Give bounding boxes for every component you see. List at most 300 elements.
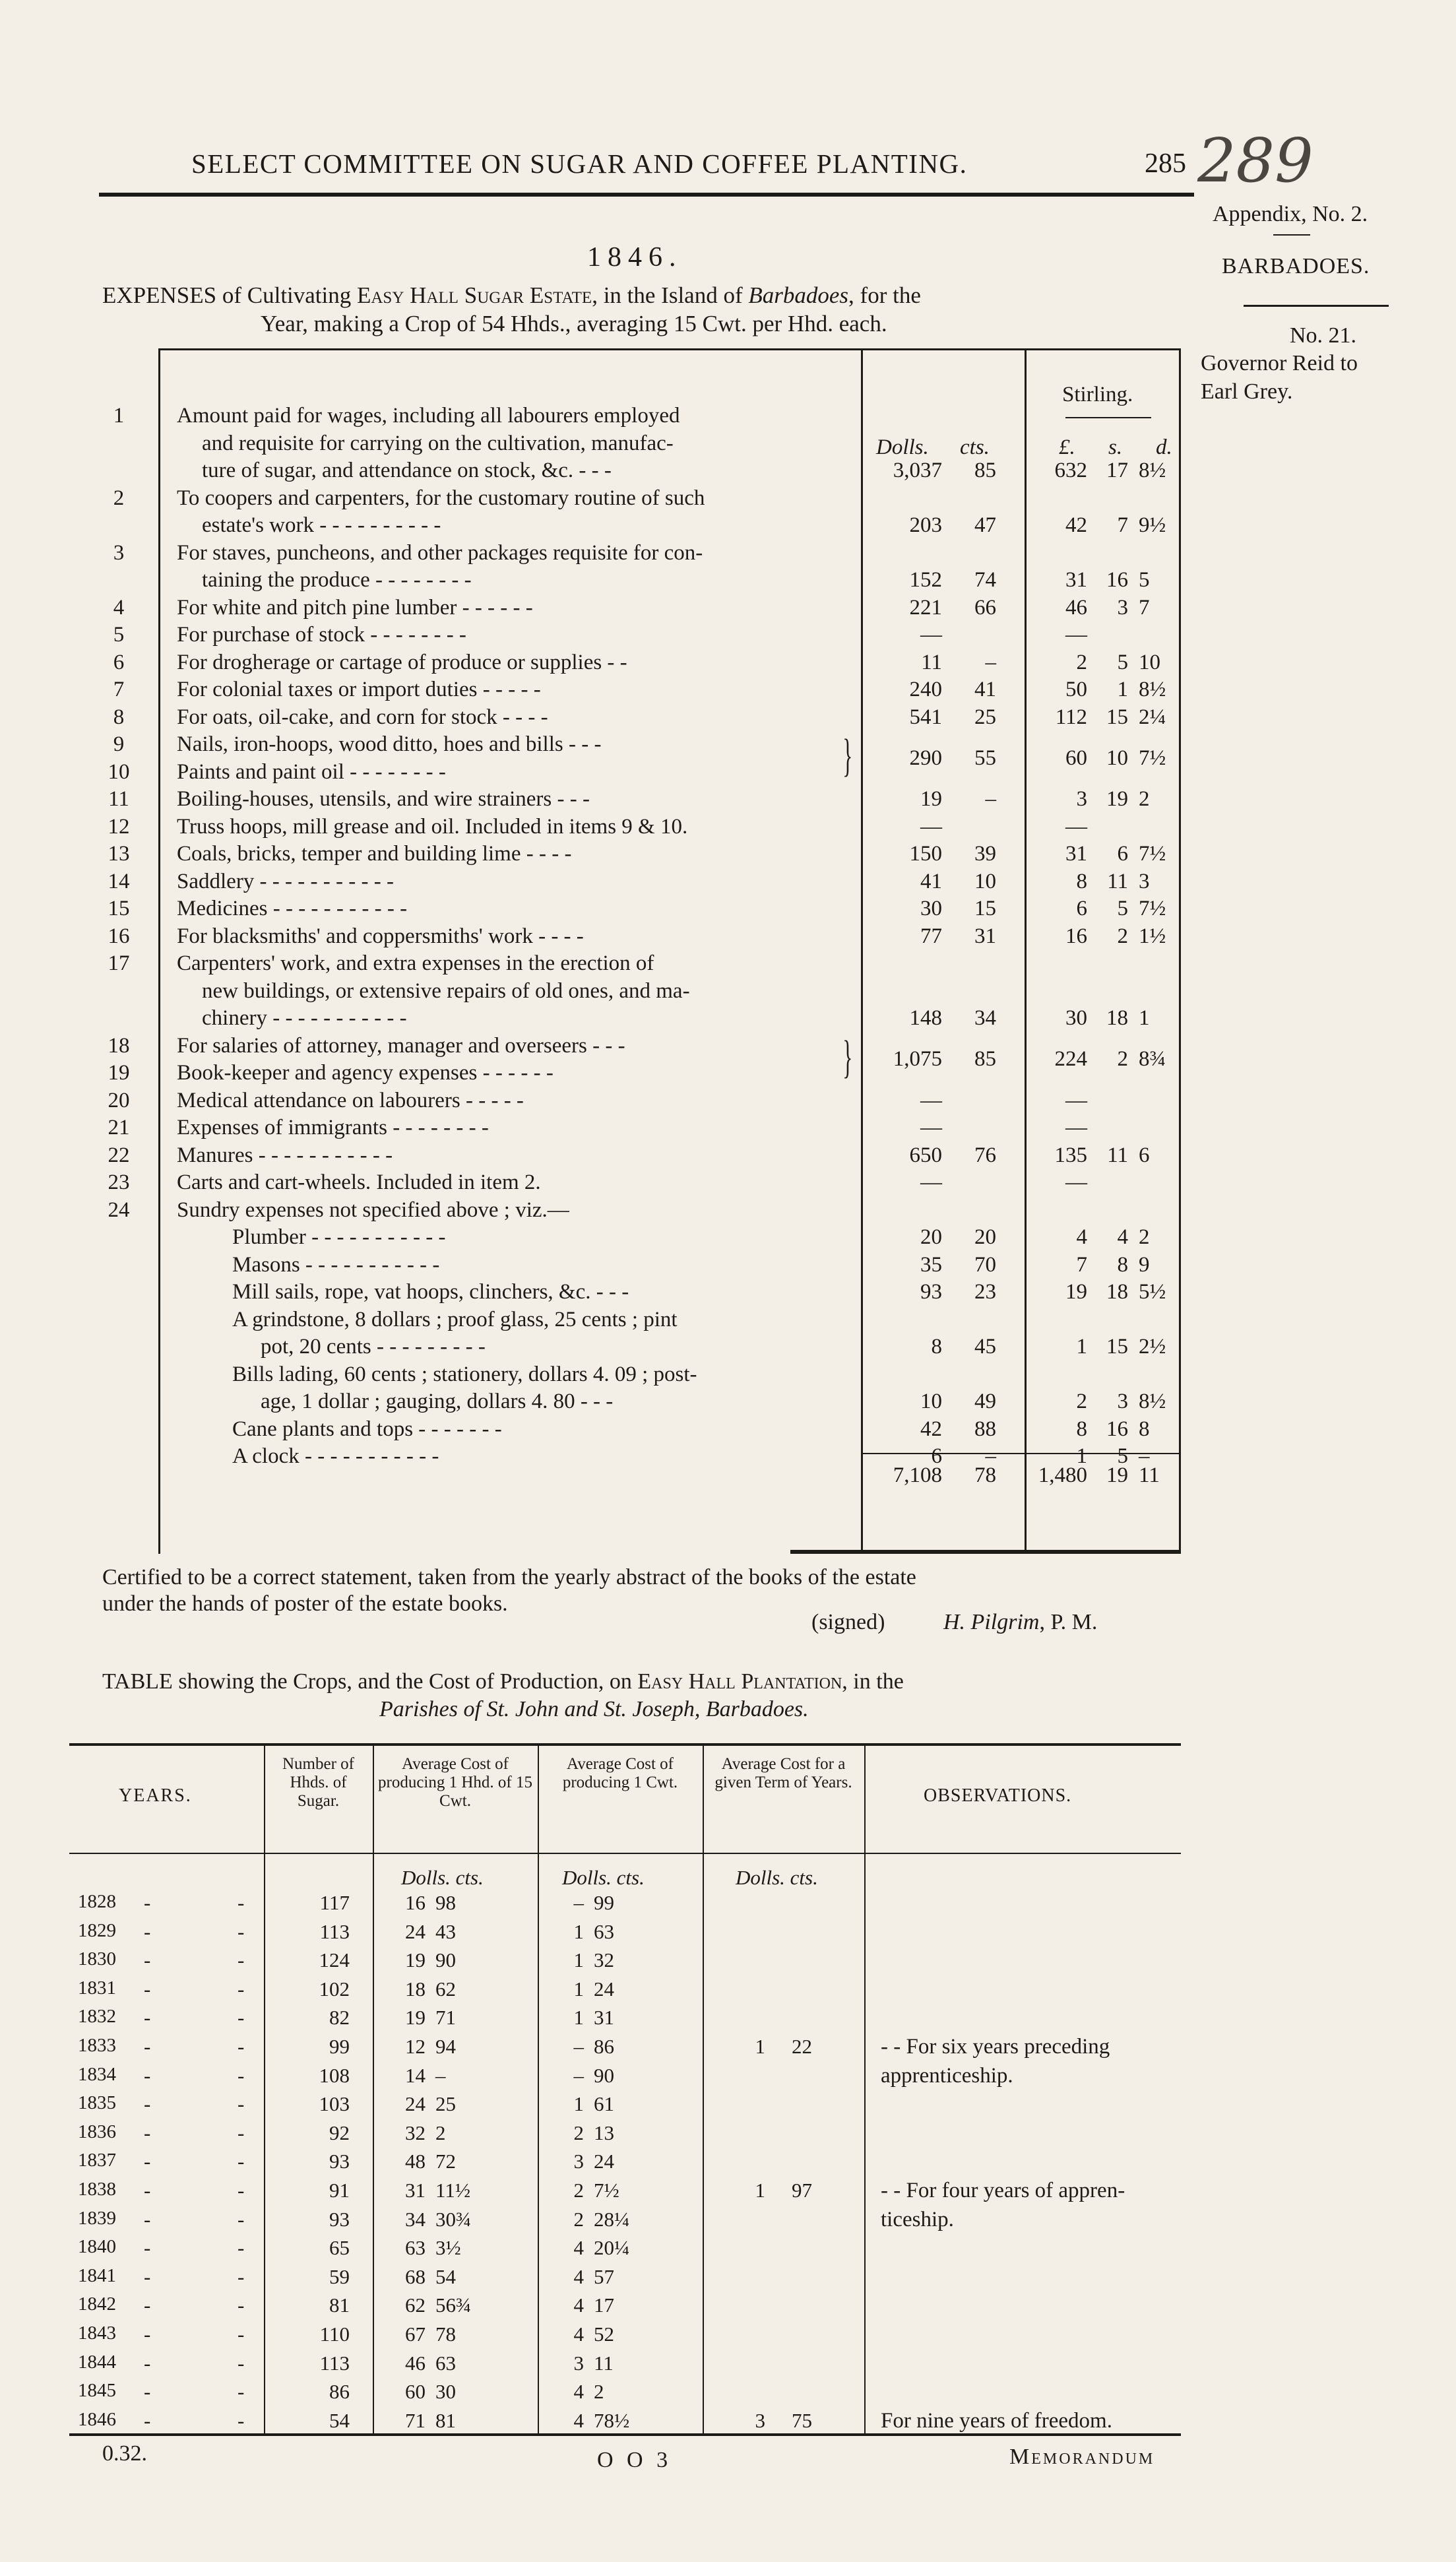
expense-item-13-cents: 39	[974, 842, 996, 866]
crop-row-hhd-dollars: 19	[405, 1948, 426, 1972]
sundry-item-0-shillings: 4	[1117, 1225, 1128, 1249]
footer-catchword: Memorandum	[1009, 2445, 1155, 2469]
crop-row-ditto-dash: -	[237, 2408, 245, 2432]
expense-item-number: 23	[108, 1170, 130, 1194]
handwritten-folio-number: 289	[1197, 125, 1314, 196]
expenses-right-rule	[1179, 348, 1181, 1554]
expense-item-number: 1	[113, 404, 125, 428]
expense-item-1-shillings: 17	[1106, 459, 1128, 482]
crop-row-cwt-cents: 78½	[594, 2408, 630, 2432]
expense-item-description: ture of sugar, and attendance on stock, &c. - - -	[202, 459, 612, 482]
crop-row-hhd-dollars: 71	[405, 2408, 426, 2432]
margin-appendix: Appendix, No. 2.	[1213, 202, 1368, 226]
crop-row-ditto-dash: -	[144, 1919, 151, 1943]
crop-row-year: 1835	[78, 2092, 116, 2114]
crop-row-ditto-dash: -	[144, 2264, 151, 2288]
crop-row-ditto-dash: -	[144, 2207, 151, 2231]
crop-row-ditto-dash: -	[144, 1948, 151, 1972]
expenses-title-text: of Cultivating	[216, 282, 357, 308]
crop-row-cwt-dollars: 1	[573, 2092, 584, 2116]
expense-item-3-pounds: 31	[1065, 568, 1087, 592]
expense-item-description: For purchase of stock - - - - - - - -	[177, 623, 466, 647]
expense-item-number: 2	[113, 486, 125, 510]
crop-title-text: TABLE showing the Crops, and the Cost of Production, on	[102, 1669, 638, 1694]
expense-item-22-pence: 6	[1139, 1143, 1150, 1167]
expense-item-15-dollars: 30	[920, 897, 942, 920]
sundry-item-description: Bills lading, 60 cents ; stationery, dollars 4. 09 ; post-	[232, 1362, 697, 1386]
expense-item-22-cents: 76	[974, 1143, 996, 1167]
crop-row-year: 1844	[78, 2351, 116, 2373]
crop-unit-term: Dolls. cts.	[736, 1866, 818, 1889]
crop-header-observations: OBSERVATIONS.	[924, 1785, 1072, 1806]
expense-item-2-dollars: 203	[909, 513, 942, 537]
crop-row-cwt-dollars: 1	[573, 1948, 584, 1972]
expense-item-7-pounds: 50	[1065, 678, 1087, 701]
crop-row-ditto-dash: -	[144, 2236, 151, 2260]
expense-item-8-shillings: 15	[1106, 705, 1128, 729]
crop-row-cwt-dollars: 3	[573, 2351, 584, 2375]
expense-item-3-pence: 5	[1139, 568, 1150, 592]
expense-item-11-shillings: 19	[1106, 787, 1128, 811]
expense-item-number: 11	[108, 787, 129, 811]
expense-item-description: Amount paid for wages, including all labourers employed	[177, 404, 680, 428]
crop-row-hhds: 103	[319, 2092, 350, 2116]
expense-item-description: chinery - - - - - - - - - - -	[202, 1006, 407, 1030]
stirling-underline	[1065, 417, 1151, 418]
sundry-item-description: Masons - - - - - - - - - - -	[232, 1252, 440, 1277]
crop-row-year: 1839	[78, 2207, 116, 2229]
expense-item-number: 7	[113, 678, 125, 701]
crop-row-hhds: 102	[319, 1977, 350, 2001]
expense-item-number: 8	[113, 705, 125, 729]
sundry-item-6-pounds: 1	[1076, 1444, 1087, 1468]
expense-item-number: 16	[108, 924, 130, 948]
crop-row-cwt-cents: 61	[594, 2092, 614, 2116]
expense-item-6-pence: 10	[1139, 650, 1160, 674]
expense-item-1-dollars: 3,037	[893, 459, 942, 482]
crop-row-hhds: 54	[329, 2408, 350, 2432]
crop-title-plantation: Easy Hall Plantation	[637, 1669, 842, 1694]
unit-pounds: £.	[1059, 435, 1075, 459]
crop-row-cwt-dollars: 2	[573, 2121, 584, 2144]
crop-row-ditto-dash: -	[144, 2006, 151, 2030]
crop-row-hhds: 81	[329, 2293, 350, 2317]
sundry-item-description: Plumber - - - - - - - - - - -	[232, 1225, 446, 1249]
crop-row-cwt-dollars: 4	[573, 2380, 584, 2404]
crop-row-hhd-dollars: 24	[405, 2092, 426, 2116]
expense-item-13-shillings: 6	[1117, 842, 1128, 866]
crop-column-rule-3	[703, 1743, 704, 2433]
sundry-item-6-cents: –	[985, 1444, 996, 1468]
crop-row-hhds: 65	[329, 2236, 350, 2260]
sundry-item-2-pounds: 19	[1065, 1280, 1087, 1304]
crop-top-rule	[69, 1743, 1181, 1746]
expense-item-number: 17	[108, 951, 130, 975]
crop-row-cwt-cents: 24	[594, 2150, 614, 2173]
crop-row-hhd-cents: 90	[435, 1948, 456, 1972]
crop-row-ditto-dash: -	[237, 2179, 245, 2202]
crop-row-ditto-dash: -	[237, 2150, 245, 2173]
crop-row-hhd-dollars: 16	[405, 1891, 426, 1914]
expense-item-2-pounds: 42	[1065, 513, 1087, 537]
expense-item-19-pence: 8¾	[1139, 1047, 1166, 1072]
crop-row-hhd-dollars: 62	[405, 2293, 426, 2317]
crop-row-hhd-cents: 11½	[435, 2179, 471, 2202]
crop-row-year: 1832	[78, 2006, 116, 2028]
expense-item-19-pounds: 224	[1054, 1047, 1087, 1072]
expense-item-4-pounds: 46	[1065, 595, 1087, 620]
expense-item-7-shillings: 1	[1117, 678, 1128, 701]
expenses-total-pounds: 1,480	[1038, 1463, 1087, 1487]
expense-item-17-dollars: 148	[909, 1006, 942, 1030]
expense-item-description: For staves, puncheons, and other packages requisite for con-	[177, 540, 703, 565]
crop-row-cwt-dollars: 3	[573, 2150, 584, 2173]
expense-item-description: For drogherage or cartage of produce or supplies - -	[177, 650, 627, 674]
expense-item-16-pounds: 16	[1065, 924, 1087, 948]
expense-item-10-cents: 55	[974, 746, 996, 770]
expense-item-14-dollars: 41	[920, 869, 942, 893]
brace-mark: }	[842, 730, 853, 781]
crop-row-ditto-dash: -	[237, 1891, 245, 1914]
crop-column-rule-4	[864, 1743, 866, 2433]
crop-row-hhd-dollars: 19	[405, 2006, 426, 2030]
expense-item-10-shillings: 10	[1106, 746, 1128, 770]
expense-item-number: 15	[108, 897, 130, 920]
crop-term-cents: 97	[792, 2179, 812, 2202]
crop-row-ditto-dash: -	[237, 2293, 245, 2317]
expense-item-description: Carts and cart-wheels. Included in item 2.	[177, 1170, 541, 1194]
sundry-item-0-dollars: 20	[920, 1225, 942, 1249]
sundry-item-description: pot, 20 cents - - - - - - - - -	[261, 1335, 486, 1359]
sundry-item-description: Cane plants and tops - - - - - - -	[232, 1417, 502, 1441]
signatory-name: H. Pilgrim	[943, 1610, 1040, 1634]
crop-row-hhds: 92	[329, 2121, 350, 2144]
expense-item-description: Paints and paint oil - - - - - - - -	[177, 759, 446, 784]
expense-item-11-pounds: 3	[1076, 787, 1087, 811]
crop-row-hhd-dollars: 24	[405, 1919, 426, 1943]
crop-row-cwt-cents: 20¼	[594, 2236, 630, 2260]
crop-table-title-line-2: Parishes of St. John and St. Joseph, Barbadoes.	[379, 1697, 809, 1721]
crop-row-hhds: 117	[319, 1891, 350, 1914]
expense-item-description: and requisite for carrying on the cultivation, manufac-	[202, 431, 674, 455]
crop-bottom-rule	[69, 2433, 1181, 2436]
expense-item-2-shillings: 7	[1117, 513, 1128, 537]
crop-row-cwt-cents: 86	[594, 2035, 614, 2058]
crop-row-year: 1840	[78, 2236, 116, 2258]
crop-table-title-line-1	[102, 1669, 904, 1694]
crop-term-dollars: 1	[755, 2179, 765, 2202]
expense-item-14-pounds: 8	[1076, 869, 1087, 893]
sundry-item-5-shillings: 16	[1106, 1417, 1128, 1441]
crop-row-ditto-dash: -	[144, 2063, 151, 2087]
crop-row-hhd-cents: 78	[435, 2322, 456, 2346]
crop-row-ditto-dash: -	[237, 2351, 245, 2375]
expense-item-description: Expenses of immigrants - - - - - - - -	[177, 1116, 489, 1139]
expense-item-15-shillings: 5	[1117, 897, 1128, 920]
crop-observation: - - For four years of appren-	[881, 2179, 1125, 2202]
crop-row-ditto-dash: -	[237, 2121, 245, 2144]
expense-item-description: estate's work - - - - - - - - - -	[202, 513, 441, 537]
margin-rule	[1244, 305, 1389, 307]
sundry-item-1-cents: 70	[974, 1252, 996, 1277]
crop-row-year: 1828	[78, 1891, 116, 1912]
expense-item-number: 4	[113, 595, 125, 620]
crop-row-ditto-dash: -	[237, 2380, 245, 2404]
crop-header-years: YEARS.	[119, 1785, 192, 1806]
crop-row-ditto-dash: -	[237, 2006, 245, 2030]
crop-row-ditto-dash: -	[237, 2322, 245, 2346]
signatory-title: , P. M.	[1039, 1610, 1098, 1634]
expense-item-20-dollars: —	[920, 1088, 942, 1112]
crop-row-cwt-dollars: 4	[573, 2408, 584, 2432]
expenses-total-dollars: 7,108	[893, 1463, 942, 1487]
crop-row-hhds: 59	[329, 2264, 350, 2288]
expense-item-2-cents: 47	[974, 513, 996, 537]
crop-row-hhd-cents: 94	[435, 2035, 456, 2058]
expense-item-15-cents: 15	[974, 897, 996, 920]
expense-item-6-pounds: 2	[1076, 650, 1087, 674]
sundry-item-2-cents: 23	[974, 1280, 996, 1304]
expense-item-number: 18	[108, 1033, 130, 1058]
crop-row-cwt-dollars: 4	[573, 2264, 584, 2288]
sundry-item-3-cents: 45	[974, 1335, 996, 1359]
expense-item-16-cents: 31	[974, 924, 996, 948]
crop-row-ditto-dash: -	[144, 2035, 151, 2058]
crop-row-hhds: 93	[329, 2150, 350, 2173]
expenses-bottom-rule	[790, 1550, 1180, 1554]
crop-row-year: 1836	[78, 2121, 116, 2142]
sundry-item-2-pence: 5½	[1139, 1280, 1166, 1304]
crop-row-hhd-cents: 54	[435, 2264, 456, 2288]
crop-row-hhd-cents: 62	[435, 1977, 456, 2001]
expense-item-number: 10	[108, 759, 130, 784]
expense-item-number: 5	[113, 623, 125, 647]
crop-row-hhd-cents: 30¾	[435, 2207, 472, 2231]
crop-row-hhd-cents: 56¾	[435, 2293, 472, 2317]
expense-item-1-pence: 8½	[1139, 459, 1166, 482]
sundry-item-3-pounds: 1	[1076, 1335, 1087, 1359]
expense-item-15-pounds: 6	[1076, 897, 1087, 920]
expense-item-14-pence: 3	[1139, 869, 1150, 893]
expense-item-23-pounds: —	[1065, 1170, 1087, 1194]
crop-row-hhd-dollars: 32	[405, 2121, 426, 2144]
crop-row-hhds: 110	[319, 2322, 350, 2346]
expense-item-17-cents: 34	[974, 1006, 996, 1030]
crop-row-hhd-cents: 43	[435, 1919, 456, 1943]
crop-row-cwt-dollars: 2	[573, 2207, 584, 2231]
crop-column-rule-2	[538, 1743, 539, 2433]
crop-row-cwt-cents: 17	[594, 2293, 614, 2317]
crop-row-hhd-cents: 63	[435, 2351, 456, 2375]
expense-item-8-pence: 2¼	[1139, 705, 1166, 729]
expense-item-11-cents: –	[985, 787, 996, 811]
sundry-item-3-dollars: 8	[931, 1335, 942, 1359]
crop-row-year: 1842	[78, 2293, 116, 2315]
crop-row-cwt-dollars: 2	[573, 2179, 584, 2202]
crop-row-cwt-dollars: –	[573, 2063, 584, 2087]
sundry-item-0-pounds: 4	[1076, 1225, 1087, 1249]
expense-item-22-shillings: 11	[1107, 1143, 1128, 1167]
margin-correspondence-1: Governor Reid to	[1201, 351, 1358, 375]
crop-header-hhds: Number of Hhds. of Sugar.	[282, 1755, 354, 1810]
crop-header-avg-hhd: Average Cost of producing 1 Hhd. of 15 Cwt.	[378, 1755, 532, 1810]
crop-row-year: 1834	[78, 2063, 116, 2085]
expense-item-2-pence: 9½	[1139, 513, 1166, 537]
crop-row-ditto-dash: -	[237, 2236, 245, 2260]
crop-row-year: 1837	[78, 2150, 116, 2171]
crop-row-hhd-cents: –	[435, 2063, 446, 2087]
crop-unit-cwt: Dolls. cts.	[562, 1866, 645, 1889]
sundry-item-1-dollars: 35	[920, 1252, 942, 1277]
crop-row-ditto-dash: -	[144, 2322, 151, 2346]
crop-row-hhd-dollars: 12	[405, 2035, 426, 2058]
sundry-item-1-shillings: 8	[1117, 1252, 1128, 1277]
expense-item-11-pence: 2	[1139, 787, 1150, 811]
certification-line-2: under the hands of poster of the estate books.	[102, 1591, 508, 1616]
expense-item-6-dollars: 11	[921, 650, 942, 674]
sundry-item-4-shillings: 3	[1117, 1390, 1128, 1413]
expense-item-10-pence: 7½	[1139, 746, 1166, 770]
crop-row-hhd-dollars: 18	[405, 1977, 426, 2001]
expense-item-description: Sundry expenses not specified above ; viz.—	[177, 1198, 569, 1222]
expense-item-number: 22	[108, 1143, 130, 1167]
expense-item-16-shillings: 2	[1117, 924, 1128, 948]
expenses-dollars-rule	[861, 348, 863, 1554]
crop-term-cents: 22	[792, 2035, 812, 2058]
expense-item-3-shillings: 16	[1106, 568, 1128, 592]
page-number: 285	[1145, 148, 1186, 179]
expenses-title-line-2: Year, making a Crop of 54 Hhds., averaging 15 Cwt. per Hhd. each.	[261, 311, 887, 336]
crop-row-ditto-dash: -	[237, 1977, 245, 2001]
crop-row-cwt-cents: 7½	[594, 2179, 619, 2202]
expense-item-description: Medicines - - - - - - - - - - -	[177, 897, 408, 920]
crop-row-hhds: 91	[329, 2179, 350, 2202]
sundry-item-description: A grindstone, 8 dollars ; proof glass, 25 cents ; pint	[232, 1307, 678, 1331]
sundry-item-5-cents: 88	[974, 1417, 996, 1441]
crop-row-hhds: 93	[329, 2207, 350, 2231]
crop-row-cwt-dollars: –	[573, 1891, 584, 1914]
sundry-item-6-shillings: 5	[1117, 1444, 1128, 1468]
expense-item-10-pounds: 60	[1065, 746, 1087, 770]
crop-row-cwt-cents: 13	[594, 2121, 614, 2144]
expense-item-description: Carpenters' work, and extra expenses in the erection of	[177, 951, 654, 975]
unit-shillings: s.	[1108, 435, 1123, 459]
certification-line-1: Certified to be a correct statement, taken from the yearly abstract of the books of the estate	[102, 1565, 916, 1589]
expense-item-22-pounds: 135	[1054, 1143, 1087, 1167]
expense-item-number: 21	[108, 1116, 130, 1139]
sundry-item-2-dollars: 93	[920, 1280, 942, 1304]
expenses-title-keyword: EXPENSES	[102, 282, 217, 308]
crop-row-cwt-cents: 11	[594, 2351, 614, 2375]
expenses-total-pence: 11	[1139, 1463, 1160, 1487]
expense-item-12-dollars: —	[920, 814, 942, 839]
sundry-item-4-pounds: 2	[1076, 1390, 1087, 1413]
expense-item-4-cents: 66	[974, 595, 996, 620]
expense-item-description: new buildings, or extensive repairs of old ones, and ma-	[202, 978, 690, 1003]
crop-row-hhds: 113	[319, 2351, 350, 2375]
crop-row-ditto-dash: -	[237, 2035, 245, 2058]
expenses-stirling-rule	[1025, 348, 1027, 1554]
crop-row-hhd-dollars: 63	[405, 2236, 426, 2260]
crop-column-rule-1	[373, 1743, 374, 2433]
expense-item-11-dollars: 19	[920, 787, 942, 811]
crop-row-hhds: 124	[319, 1948, 350, 1972]
crop-row-ditto-dash: -	[237, 1948, 245, 1972]
crop-row-cwt-cents: 31	[594, 2006, 614, 2030]
crop-observation: ticeship.	[881, 2207, 954, 2231]
crop-row-hhd-dollars: 68	[405, 2264, 426, 2288]
crop-row-cwt-dollars: 4	[573, 2322, 584, 2346]
brace-mark: }	[842, 1031, 853, 1083]
crop-row-ditto-dash: -	[237, 2264, 245, 2288]
expense-item-8-pounds: 112	[1055, 705, 1087, 729]
expense-item-14-shillings: 11	[1107, 869, 1128, 893]
crop-row-ditto-dash: -	[144, 2179, 151, 2202]
margin-correspondence-2: Earl Grey.	[1201, 379, 1293, 404]
expense-item-13-pounds: 31	[1065, 842, 1087, 866]
crop-header-avg-cwt: Average Cost of producing 1 Cwt.	[562, 1755, 678, 1791]
crop-row-ditto-dash: -	[237, 2207, 245, 2231]
expense-item-4-shillings: 3	[1117, 595, 1128, 620]
expenses-total-cents: 78	[974, 1463, 996, 1487]
expenses-total-shillings: 19	[1106, 1463, 1128, 1487]
crop-row-cwt-cents: 32	[594, 1948, 614, 1972]
crop-row-year: 1838	[78, 2179, 116, 2200]
sundry-item-1-pence: 9	[1139, 1252, 1150, 1277]
crop-row-ditto-dash: -	[144, 2092, 151, 2116]
expenses-title-island: Barbadoes	[748, 282, 849, 308]
expense-item-8-dollars: 541	[909, 705, 942, 729]
expense-item-17-pounds: 30	[1065, 1006, 1087, 1030]
expense-item-description: For salaries of attorney, manager and overseers - - -	[177, 1033, 625, 1058]
crop-row-ditto-dash: -	[237, 2063, 245, 2087]
expense-item-description: Manures - - - - - - - - - - -	[177, 1143, 393, 1167]
crop-row-year: 1829	[78, 1919, 116, 1941]
sundry-item-5-pounds: 8	[1076, 1417, 1087, 1441]
crop-row-ditto-dash: -	[144, 1891, 151, 1914]
expenses-title-text-3: , for the	[848, 282, 921, 308]
crop-observation: apprenticeship.	[881, 2063, 1013, 2088]
expense-item-description: Nails, iron-hoops, wood ditto, hoes and bills - - -	[177, 732, 602, 756]
expense-item-number: 12	[108, 814, 130, 839]
sundry-item-4-pence: 8½	[1139, 1390, 1166, 1413]
expense-item-13-dollars: 150	[909, 842, 942, 866]
expenses-left-rule	[158, 348, 160, 1554]
expense-item-1-cents: 85	[974, 459, 996, 482]
expense-item-20-pounds: —	[1065, 1088, 1087, 1112]
crop-observation: For nine years of freedom.	[881, 2408, 1112, 2433]
margin-number: No. 21.	[1290, 323, 1357, 348]
sundry-item-1-pounds: 7	[1076, 1252, 1087, 1277]
crop-row-hhds: 99	[329, 2035, 350, 2058]
crop-header-rule	[69, 1853, 1181, 1854]
expense-item-19-dollars: 1,075	[893, 1047, 942, 1072]
crop-unit-hhd: Dolls. cts.	[401, 1866, 484, 1889]
crop-row-hhd-dollars: 34	[405, 2207, 426, 2231]
footer-sheet-mark: O O 3	[597, 2448, 672, 2472]
sundry-item-4-dollars: 10	[920, 1390, 942, 1413]
crop-row-cwt-cents: 90	[594, 2063, 614, 2087]
crop-term-dollars: 3	[755, 2408, 765, 2432]
sundry-item-3-shillings: 15	[1106, 1335, 1128, 1359]
expense-item-23-dollars: —	[920, 1170, 942, 1194]
expense-item-4-pence: 7	[1139, 595, 1150, 620]
crop-row-year: 1830	[78, 1948, 116, 1970]
crop-row-year: 1833	[78, 2035, 116, 2056]
expense-item-3-dollars: 152	[909, 568, 942, 592]
crop-row-hhd-cents: 30	[435, 2380, 456, 2404]
expense-item-number: 24	[108, 1198, 130, 1222]
